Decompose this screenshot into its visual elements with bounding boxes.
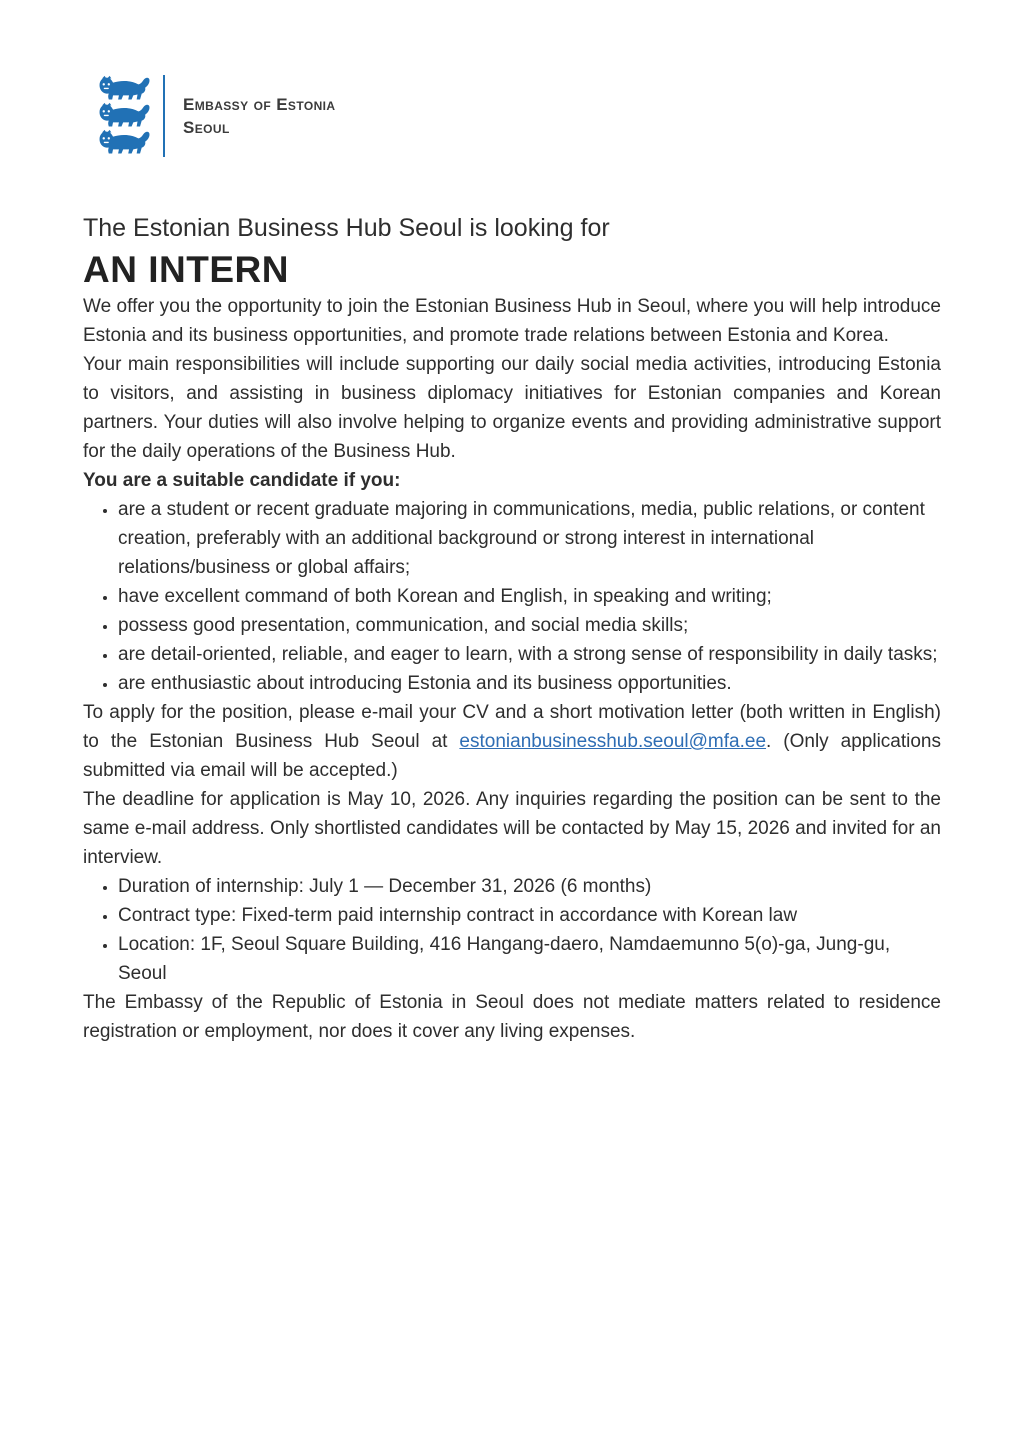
list-item: • Duration of internship: July 1 — December 31, 2026 (6 months) xyxy=(118,872,941,901)
list-item: • possess good presentation, communication, and social media skills; xyxy=(118,611,941,640)
list-item: • are enthusiastic about introducing Estonia and its business opportunities. xyxy=(118,669,941,698)
document-body xyxy=(83,212,941,1046)
candidate-requirements-list xyxy=(83,495,941,698)
deadline-paragraph: The deadline for application is May 10, 2026. Any inquiries regarding the position can be sent to the same e-mail address. Only shortlisted candidates will be contacted by May 15, 2026 and invited for an interview. xyxy=(83,789,941,868)
title-intro: The Estonian Business Hub Seoul is looking for xyxy=(83,214,610,242)
logo-org-name: Embassy of Estonia xyxy=(183,95,336,114)
logo-org-city: Seoul xyxy=(183,118,230,137)
apply-paragraph xyxy=(83,698,941,785)
internship-details-list xyxy=(83,872,941,988)
responsibilities-paragraph: Your main responsibilities will include supporting our daily social media activities, introducing Estonia to visitors, and assisting in business diplomacy initiatives for Estonian companies and Korean partners. Your duties will also involve helping to organize events and providing administrative support for the daily operations of the Business Hub. xyxy=(83,354,941,462)
list-item: • are detail-oriented, reliable, and eager to learn, with a strong sense of responsibility in daily tasks; xyxy=(118,640,941,669)
email-link[interactable]: estonianbusinesshub.seoul@mfa.ee xyxy=(459,731,767,752)
estonia-three-lions-icon xyxy=(97,70,151,162)
offer-paragraph: We offer you the opportunity to join the Estonian Business Hub in Seoul, where you will help introduce Estonia and its business opportunities, and promote trade relations between Estonia and Korea. xyxy=(83,296,941,346)
disclaimer-paragraph: The Embassy of the Republic of Estonia in Seoul does not mediate matters related to residence registration or employment, nor does it cover any living expenses. xyxy=(83,992,941,1042)
list-item: • have excellent command of both Korean and English, in speaking and writing; xyxy=(118,582,941,611)
page-title: AN INTERN xyxy=(83,249,289,290)
list-item: • Location: 1F, Seoul Square Building, 416 Hangang-daero, Namdaemunno 5(o)-ga, Jung-gu, Seoul xyxy=(118,930,941,988)
apply-text-before: To apply for the position, please e-mail your CV and a short motivation letter (both written in English) to the Estonian Business Hub Seoul at xyxy=(83,702,941,752)
logo-text xyxy=(183,93,335,139)
list-item: • Contract type: Fixed-term paid internship contract in accordance with Korean law xyxy=(118,901,941,930)
list-item: • are a student or recent graduate majoring in communications, media, public relations, or content creation, preferably with an additional background or strong interest in international relations/business or global affairs; xyxy=(118,495,941,582)
logo-divider xyxy=(163,75,165,157)
apply-text-after: . (Only applications submitted via email will be accepted.) xyxy=(83,731,941,781)
candidate-heading: You are a suitable candidate if you: xyxy=(83,470,401,491)
embassy-letterhead xyxy=(0,0,1024,162)
